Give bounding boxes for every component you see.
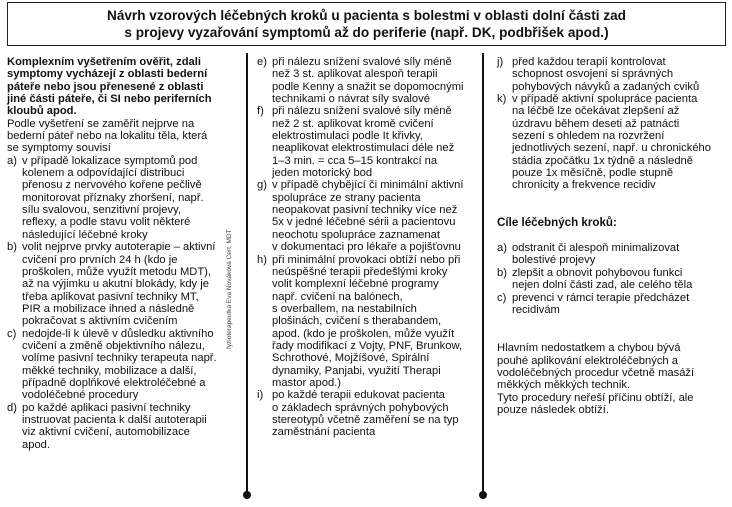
step-letter: j)	[497, 56, 504, 68]
step-line: pouze 1x měsíčně, podle stupně	[512, 167, 674, 180]
intro-text	[7, 118, 233, 155]
step-line: při nálezu snížení svalové síly méně	[272, 105, 452, 118]
step-text	[22, 155, 233, 241]
step-line: spolupráce ze strany pacienta	[272, 191, 421, 204]
intro-line: bederní páteř nebo na lokalitu těla, která	[7, 130, 208, 143]
step-line: reflexy, a podle stavu volit některé	[22, 216, 191, 229]
step-text	[272, 254, 474, 390]
step-h	[257, 254, 474, 390]
intro-bold-line: kloubů apod.	[7, 105, 77, 118]
step-i	[257, 389, 474, 438]
step-line: vodoléčebné procedury	[22, 389, 139, 402]
intro-bold-line: symptomy vycházejí z oblasti bederní	[7, 68, 208, 81]
step-line: následující léčebné kroky	[22, 228, 148, 241]
step-letter: b)	[7, 241, 17, 254]
column-3	[497, 56, 729, 416]
step-f	[257, 105, 474, 179]
step-text	[22, 402, 233, 451]
step-line: úzdravu během deseti až patnácti	[512, 117, 680, 130]
step-line: plošinách, cvičení s therabandem,	[272, 315, 442, 328]
step-line: třeba aplikovat pasivní techniky MT,	[22, 290, 199, 303]
step-text	[272, 105, 474, 179]
step-line: technikami o návrat síly svalové	[272, 93, 430, 106]
step-line: instruovat pacienta k další autoterapii	[22, 413, 207, 426]
goal-letter: b)	[497, 266, 507, 279]
step-line: jednotlivých sezení, např. u chronického	[512, 142, 712, 155]
goal-text	[512, 242, 729, 267]
column-divider-2	[482, 53, 484, 495]
step-line: pohybových návyků a zadaných cviků	[512, 80, 700, 93]
step-line: mastor apod.)	[272, 376, 342, 389]
step-line: při nálezu snížení svalové síly méně	[272, 56, 452, 68]
step-text	[512, 93, 729, 192]
author-credit: fyzioterapeutka Eva Nováková Cert. MDT	[226, 229, 233, 349]
step-line: než 2 st. aplikovat kromě cvičení	[272, 117, 434, 130]
title-box	[7, 2, 726, 46]
step-line: volit komplexní léčebné programy	[272, 278, 439, 291]
closing-note	[497, 342, 729, 416]
step-g	[257, 179, 474, 253]
step-line: chronicity a frekvence recidiv	[512, 179, 656, 192]
step-line: 1–3 min. = cca 5–15 kontrakcí na	[272, 154, 438, 167]
goal-c	[497, 292, 729, 317]
step-text	[22, 241, 233, 327]
goal-line: recidivám	[512, 303, 560, 316]
step-line: v případě chybějící či minimální aktivní	[272, 179, 464, 192]
step-line: jeden motorický bod	[272, 167, 373, 180]
step-line: např. cvičení na balónech,	[272, 290, 403, 303]
step-line: elektrostimulaci podle It křivky,	[272, 130, 423, 143]
step-line: neúspěšné terapii předešlými kroky	[272, 265, 448, 278]
step-letter: h)	[257, 253, 267, 266]
title-line-2: s projevy vyzařování symptomů až do periferie (např. DK, podbřišek apod.)	[124, 25, 609, 40]
step-letter: e)	[257, 56, 267, 68]
step-line: až na výjimku u akutní blokády, kdy je	[22, 278, 209, 291]
step-line: kolenem a odpovídající distribuci	[22, 167, 185, 180]
intro-bold-line: jiné části páteře, či SI nebo periferních	[7, 93, 212, 106]
goal-b	[497, 267, 729, 292]
goal-line: zlepšit a obnovit pohybovou funkci	[512, 266, 683, 279]
intro-bold	[7, 56, 233, 118]
step-line: stereotypů včetně zaměření se na typ	[272, 413, 459, 426]
closing-line: pouze následek obtíží.	[497, 403, 609, 416]
step-line: volíme pasivní techniky terapeuta např.	[22, 352, 217, 365]
step-line: po každé terapii edukovat pacienta	[272, 389, 445, 402]
closing-line: vodoléčebných procedur včetně masáží	[497, 366, 695, 379]
step-line: monitorovat příznaky zhoršení, např.	[22, 191, 204, 204]
step-line: stádia zpočátku 1x týdně a následně	[512, 154, 693, 167]
step-line: dynamiky, Panjabi, využití Therapi	[272, 364, 441, 377]
goal-line: nejen dolní části zad, ale celého těla	[512, 279, 693, 292]
step-line: PIR a mobilizace ihned a následně	[22, 302, 195, 315]
step-j	[497, 56, 729, 93]
step-c	[7, 328, 233, 402]
step-text	[272, 179, 474, 253]
goal-text	[512, 267, 729, 292]
step-letter: g)	[257, 179, 267, 192]
goal-line: odstranit či alespoň minimalizovat	[512, 242, 680, 255]
divider-end-dot-1	[243, 491, 251, 499]
step-line: pokračovat s aktivním cvičením	[22, 315, 178, 328]
closing-line: pouhé aplikování elektroléčebných a	[497, 354, 678, 367]
step-line: s overballem, na nestabilních	[272, 302, 417, 315]
step-letter: f)	[257, 105, 264, 118]
goal-line: bolestivé projevy	[512, 254, 596, 267]
column-1	[7, 56, 233, 451]
goals-heading: Cíle léčebných kroků:	[497, 215, 617, 229]
step-line: proškolen, může využít metodu MDT),	[22, 265, 212, 278]
title-line-1: Návrh vzorových léčebných kroků u pacienta s bolestmi v oblasti dolní části zad	[107, 8, 626, 23]
goal-text	[512, 292, 729, 317]
goal-a	[497, 242, 729, 267]
step-line: přenosu z nervového kořene pečlivě	[22, 179, 202, 192]
step-e	[257, 56, 474, 105]
step-text	[272, 56, 474, 105]
step-k	[497, 93, 729, 192]
step-line: volit nejprve prvky autoterapie – aktivní	[22, 241, 216, 254]
step-line: v případě lokalizace symptomů pod	[22, 154, 198, 167]
column-2	[257, 56, 474, 439]
divider-end-dot-2	[479, 491, 487, 499]
step-line: apod.	[22, 438, 50, 451]
goal-letter: c)	[497, 291, 507, 304]
step-line: cvičení a změně objektivního nálezu,	[22, 339, 205, 352]
step-d	[7, 402, 233, 451]
step-line: případně doplňkové elektroléčebné a	[22, 376, 206, 389]
step-line: sezení s ohledem na rozvržení	[512, 130, 665, 143]
step-letter: c)	[7, 327, 17, 340]
column-divider-1	[246, 53, 248, 495]
step-letter: i)	[257, 389, 264, 402]
step-letter: a)	[7, 154, 17, 167]
intro-bold-line: Komplexním vyšetřením ověřit, zdali	[7, 56, 201, 68]
step-line: na léčbě lze očekávat zlepšení až	[512, 105, 680, 118]
step-a	[7, 155, 233, 241]
step-line: apod. (kdo je proškolen, může využít	[272, 327, 455, 340]
closing-line: Tyto procedury neřeší příčinu obtíží, ale	[497, 391, 694, 404]
intro-line: se symptomy souvisí	[7, 142, 111, 155]
step-line: o základech správných pohybových	[272, 401, 449, 414]
intro-bold-line: páteře nebo jsou přenesené z oblasti	[7, 80, 204, 93]
step-text	[272, 389, 474, 438]
step-line: nedojde-li k úlevě v důsledku aktivního	[22, 327, 214, 340]
intro-line: Podle vyšetření se zaměřit nejprve na	[7, 117, 195, 130]
step-line: neochotu spolupráce zaznamenat	[272, 228, 440, 241]
goal-letter: a)	[497, 242, 507, 255]
step-line: po každé aplikaci pasivní techniky	[22, 401, 191, 414]
step-line: než 3 st. aplikovat alespoň terapii	[272, 68, 438, 81]
step-line: neaplikovat elektrostimulaci déle než	[272, 142, 455, 155]
step-line: neopakovat pasivní techniky více než	[272, 204, 458, 217]
step-b	[7, 241, 233, 327]
step-line: Schrothové, Mojžíšové, Spirální	[272, 352, 430, 365]
step-line: v případě aktivní spolupráce pacienta	[512, 93, 698, 106]
step-text	[512, 56, 729, 93]
step-line: 5x v jedné léčebné sérii a pacientovu	[272, 216, 456, 229]
step-line: podle Kenny a snažit se dopomocnými	[272, 80, 464, 93]
step-line: měkké techniky, mobilizace a další,	[22, 364, 197, 377]
step-line: v dokumentaci pro lékaře a pojišťovnu	[272, 241, 461, 254]
step-text	[22, 328, 233, 402]
step-line: řady modifikací z Vojty, PNF, Brunkow,	[272, 339, 463, 352]
step-line: před každou terapií kontrolovat	[512, 56, 666, 68]
closing-line: Hlavním nedostatkem a chybou bývá	[497, 342, 681, 355]
step-line: viz aktivní cvičení, automobilizace	[22, 426, 190, 439]
step-line: sílu svalovou, senzitivní projevy,	[22, 204, 181, 217]
step-letter: k)	[497, 93, 507, 106]
step-line: schopnost osvojení si správných	[512, 68, 674, 81]
closing-line: měkkých měkkých technik.	[497, 379, 631, 392]
step-line: cvičení pro prvních 24 h (kdo je	[22, 253, 178, 266]
goal-line: prevenci v rámci terapie předcházet	[512, 291, 690, 304]
step-line: při minimální provokaci obtíží nebo při	[272, 253, 461, 266]
step-letter: d)	[7, 401, 17, 414]
step-line: zaměstnání pacienta	[272, 426, 376, 439]
